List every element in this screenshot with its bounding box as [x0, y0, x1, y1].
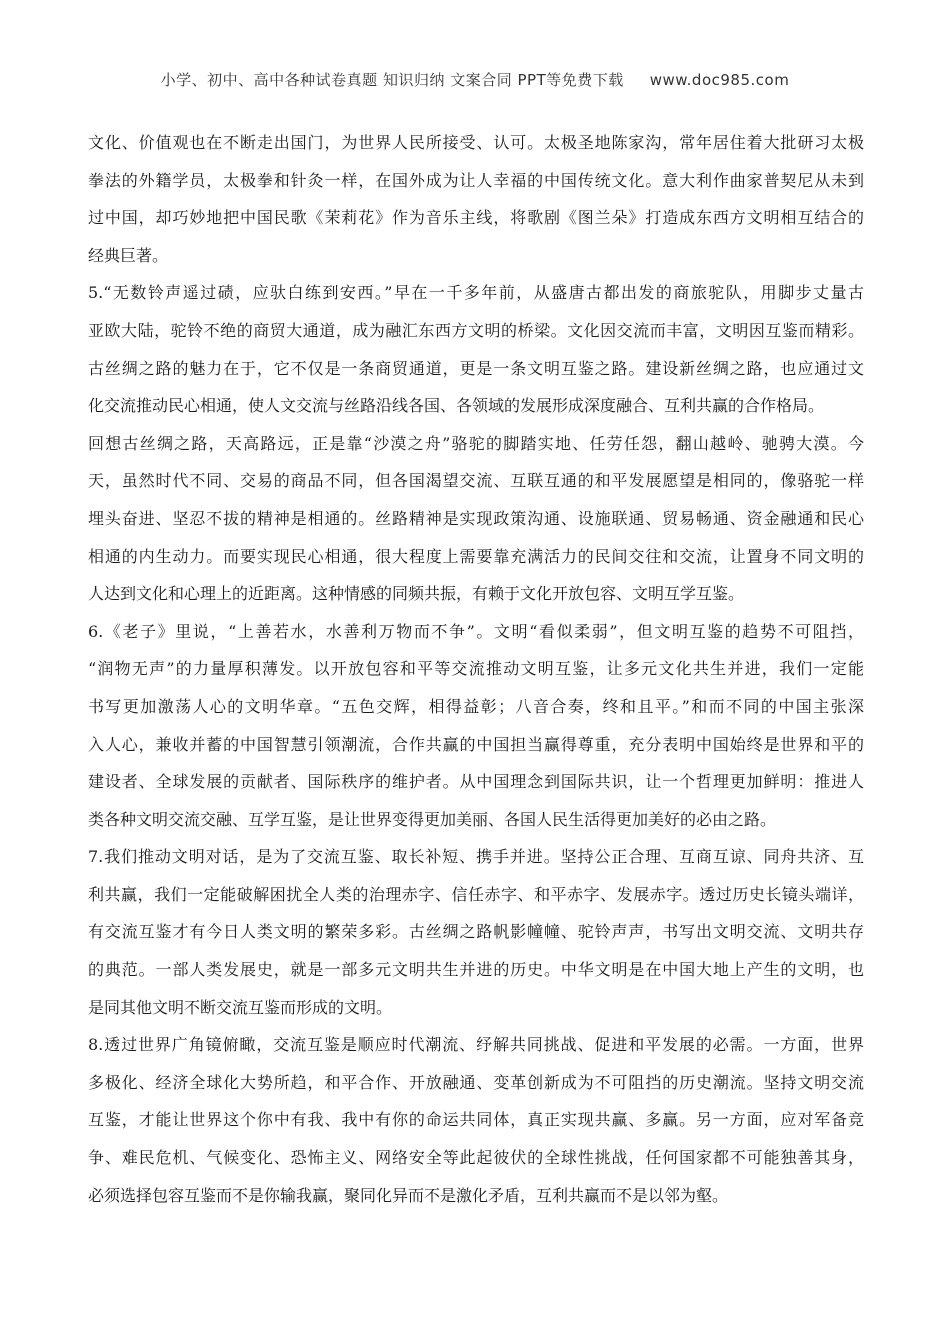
text-line: 回想古丝绸之路，天高路远，正是靠“沙漠之舟”骆驼的脚踏实地、任劳任怨，翻山越岭、驰骋大漠。今	[88, 433, 864, 453]
text-line: 有交流互鉴才有今日人类文明的繁荣多彩。古丝绸之路帆影幢幢、驼铃声声，书写出文明交流、文明共存	[88, 922, 864, 942]
paragraph-6-start: 6.《老子》里说，“上善若水，水善利万物而不争”。文明“看似柔弱”，但文明互鉴的趋势不可阻挡，	[88, 621, 864, 641]
text-line: 建设者、全球发展的贡献者、国际秩序的维护者。从中国理念到国际共识，让一个哲理更加鲜明：推进人	[88, 772, 864, 792]
text-line: 的典范。一部人类发展史，就是一部多元文明共生并进的历史。中华文明是在中国大地上产生的文明，也	[88, 960, 864, 980]
text-line: 利共赢，我们一定能破解困扰全人类的治理赤字、信任赤字、和平赤字、发展赤字。透过历史长镜头端详，	[88, 884, 864, 904]
text-line: 相通的内生动力。而要实现民心相通，很大程度上需要靠充满活力的民间交往和交流，让置身不同文明的	[88, 546, 864, 566]
text-line: 文化、价值观也在不断走出国门，为世界人民所接受、认可。太极圣地陈家沟，常年居住着大批研习太极	[88, 133, 864, 152]
text-line: 古丝绸之路的魅力在于，它不仅是一条商贸通道，更是一条文明互鉴之路。建设新丝绸之路，也应通过文	[88, 358, 864, 378]
text-line: 书写更加激荡人心的文明华章。“五色交辉，相得益彰；八音合奏，终和且平。”和而不同的中国主张深	[88, 696, 864, 716]
text-line: 类各种文明交流交融、互学互鉴，是让世界变得更加美丽、各国人民生活得更加美好的必由之路。	[88, 809, 777, 829]
text-line: 埋头奋进、坚忍不拔的精神是相通的。丝路精神是实现政策沟通、设施联通、贸易畅通、资金融通和民心	[88, 508, 864, 528]
document-body	[88, 124, 864, 1214]
text-line: 必须选择包容互鉴而不是你输我赢，聚同化异而不是激化矛盾，互利共赢而不是以邻为壑。	[88, 1185, 729, 1205]
text-line: 争、难民危机、气候变化、恐怖主义、网络安全等此起彼伏的全球性挑战，任何国家都不可能独善其身，	[88, 1148, 864, 1168]
text-line: 入人心，兼收并蓄的中国智慧引领潮流，合作共赢的中国担当赢得尊重，充分表明中国始终是世界和平的	[88, 734, 864, 754]
text-line: 过中国，却巧妙地把中国民歌《茉莉花》作为音乐主线，将歌剧《图兰朵》打造成东西方文明相互结合的	[88, 208, 864, 228]
paragraph-8-start: 8.透过世界广角镜俯瞰，交流互鉴是顺应时代潮流、纾解共同挑战、促进和平发展的必需。一方面，世界	[88, 1035, 864, 1055]
paragraph-5-start: 5.“无数铃声遥过碛，应驮白练到安西。”早在一千多年前，从盛唐古都出发的商旅驼队，用脚步丈量古	[88, 283, 864, 303]
text-line: 经典巨著。	[88, 245, 169, 265]
text-line: 互鉴，才能让世界这个你中有我、我中有你的命运共同体，真正实现共赢、多赢。另一方面，应对军备竞	[88, 1110, 864, 1130]
text-line: 多极化、经济全球化大势所趋，和平合作、开放融通、变革创新成为不可阻挡的历史潮流。坚持文明交流	[88, 1072, 864, 1092]
paragraph-7-start: 7.我们推动文明对话，是为了交流互鉴、取长补短、携手并进。坚持公正合理、互商互谅、同舟共济、互	[88, 847, 864, 867]
text-line: 是同其他文明不断交流互鉴而形成的文明。	[88, 997, 393, 1017]
text-line: “润物无声”的力量厚积薄发。以开放包容和平等交流推动文明互鉴，让多元文化共生并进，我们一定能	[88, 659, 864, 679]
header-text: 小学、初中、高中各种试卷真题 知识归纳 文案合同 PPT等免费下载	[160, 71, 624, 89]
header-site-link[interactable]: www.doc985.com	[649, 71, 790, 89]
text-line: 亚欧大陆，驼铃不绝的商贸大通道，成为融汇东西方文明的桥梁。文化因交流而丰富，文明因互鉴而精彩。	[88, 320, 864, 340]
text-line: 天，虽然时代不同、交易的商品不同，但各国渴望交流、互联互通的和平发展愿望是相同的，像骆驼一样	[88, 471, 864, 491]
text-line: 化交流推动民心相通，使人文交流与丝路沿线各国、各领域的发展形成深度融合、互利共赢的合作格局。	[88, 396, 825, 416]
text-line: 拳法的外籍学员，太极拳和针灸一样，在国外成为让人幸福的中国传统文化。意大利作曲家普契尼从未到	[88, 170, 864, 190]
page-header	[0, 69, 950, 90]
text-line: 人达到文化和心理上的近距离。这种情感的同频共振，有赖于文化开放包容、文明互学互鉴。	[88, 584, 745, 604]
